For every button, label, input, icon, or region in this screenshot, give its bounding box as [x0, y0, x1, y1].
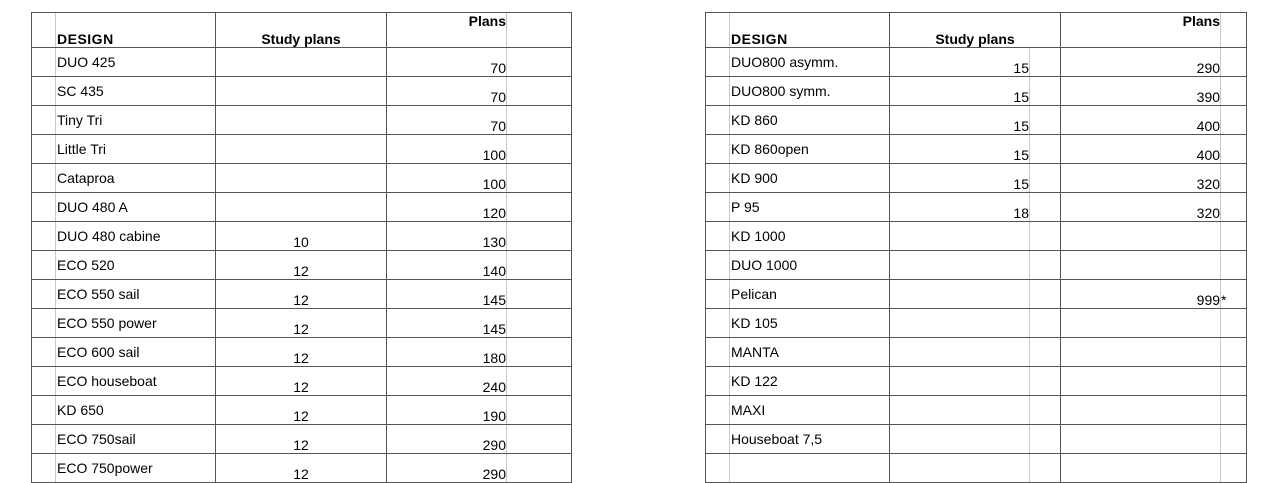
spacer-cell: [1030, 164, 1061, 193]
row-gutter: [32, 13, 56, 48]
row-gutter: [32, 309, 56, 338]
row-gutter: [32, 222, 56, 251]
plans-cell: 100: [387, 135, 507, 164]
plans-cell: 290: [387, 454, 507, 483]
plans-cell: [1061, 396, 1221, 425]
design-cell: ECO 750sail: [56, 425, 216, 454]
design-cell: Tiny Tri: [56, 106, 216, 135]
design-cell: KD 860open: [730, 135, 890, 164]
note-cell: [507, 338, 572, 367]
study-plans-cell: [890, 454, 1030, 483]
table-row: [706, 367, 1247, 396]
study-plans-cell: 12: [216, 425, 387, 454]
design-header: DESIGN: [56, 13, 216, 48]
table-row: [32, 367, 572, 396]
study-plans-cell: 12: [216, 367, 387, 396]
study-plans-cell: 12: [216, 454, 387, 483]
note-cell: [507, 309, 572, 338]
table-row: [706, 454, 1247, 483]
plans-cell: 140: [387, 251, 507, 280]
design-cell: ECO 550 power: [56, 309, 216, 338]
plans-cell: [1061, 309, 1221, 338]
plans-cell: 120: [387, 193, 507, 222]
note-cell: [1221, 48, 1247, 77]
row-gutter: [706, 425, 730, 454]
plans-cell: [1061, 251, 1221, 280]
note-cell: [1221, 106, 1247, 135]
table-row: [706, 135, 1247, 164]
note-cell: [507, 193, 572, 222]
study-plans-cell: 15: [890, 106, 1030, 135]
note-cell: [1221, 251, 1247, 280]
spacer-cell: [1030, 454, 1061, 483]
row-gutter: [32, 193, 56, 222]
table-row: [706, 106, 1247, 135]
table-row: [32, 164, 572, 193]
design-cell: ECO houseboat: [56, 367, 216, 396]
note-cell: [507, 164, 572, 193]
plans-header: Plans: [387, 13, 507, 48]
study-plans-cell: 12: [216, 280, 387, 309]
row-gutter: [706, 309, 730, 338]
study-plans-cell: [216, 164, 387, 193]
row-gutter: [706, 454, 730, 483]
study-plans-cell: [890, 396, 1030, 425]
design-cell: KD 122: [730, 367, 890, 396]
design-cell: DUO 1000: [730, 251, 890, 280]
row-gutter: [32, 425, 56, 454]
row-gutter: [706, 367, 730, 396]
note-cell: [507, 251, 572, 280]
study-plans-header: Study plans: [890, 13, 1061, 48]
plans-cell: 400: [1061, 106, 1221, 135]
row-gutter: [32, 338, 56, 367]
plans-cell: [1061, 338, 1221, 367]
spacer-cell: [1030, 425, 1061, 454]
note-cell: *: [1221, 280, 1247, 309]
table-row: [32, 338, 572, 367]
note-cell: [507, 454, 572, 483]
design-cell: MAXI: [730, 396, 890, 425]
table-row: [706, 222, 1247, 251]
spacer-cell: [1030, 367, 1061, 396]
note-cell: [507, 77, 572, 106]
plans-cell: 320: [1061, 164, 1221, 193]
note-cell: [1221, 135, 1247, 164]
row-gutter: [32, 251, 56, 280]
study-plans-cell: 12: [216, 309, 387, 338]
plans-cell: [1061, 425, 1221, 454]
spacer-cell: [1030, 309, 1061, 338]
study-plans-cell: [890, 425, 1030, 454]
table-row: [32, 193, 572, 222]
plans-cell: 100: [387, 164, 507, 193]
row-gutter: [706, 135, 730, 164]
row-gutter: [706, 106, 730, 135]
spacer-cell: [1030, 251, 1061, 280]
study-plans-cell: 12: [216, 396, 387, 425]
table-row: [32, 396, 572, 425]
study-plans-header: Study plans: [216, 13, 387, 48]
table-row: [32, 251, 572, 280]
note-cell: [507, 425, 572, 454]
table-row: [706, 396, 1247, 425]
row-gutter: [32, 106, 56, 135]
plans-header: Plans: [1061, 13, 1221, 48]
study-plans-cell: 10: [216, 222, 387, 251]
row-gutter: [706, 193, 730, 222]
study-plans-cell: 15: [890, 164, 1030, 193]
table-row: [706, 48, 1247, 77]
design-header: DESIGN: [730, 13, 890, 48]
design-cell: Pelican: [730, 280, 890, 309]
table-row: [32, 135, 572, 164]
note-cell: [1221, 338, 1247, 367]
design-cell: [730, 454, 890, 483]
row-gutter: [32, 367, 56, 396]
design-cell: Little Tri: [56, 135, 216, 164]
design-cell: DUO 480 cabine: [56, 222, 216, 251]
note-cell: [507, 106, 572, 135]
row-gutter: [32, 77, 56, 106]
spacer-cell: [1030, 396, 1061, 425]
plans-cell: 145: [387, 309, 507, 338]
table-row: [32, 222, 572, 251]
design-cell: DUO800 asymm.: [730, 48, 890, 77]
study-plans-cell: [216, 135, 387, 164]
table-row: [32, 309, 572, 338]
study-plans-cell: [216, 48, 387, 77]
design-cell: P 95: [730, 193, 890, 222]
table-row: [32, 106, 572, 135]
design-cell: ECO 550 sail: [56, 280, 216, 309]
study-plans-cell: [890, 367, 1030, 396]
design-cell: KD 900: [730, 164, 890, 193]
header-row: [32, 13, 572, 48]
note-cell: [507, 367, 572, 396]
note-cell: [1221, 77, 1247, 106]
note-cell: [1221, 396, 1247, 425]
spacer-cell: [1030, 106, 1061, 135]
note-cell: [507, 135, 572, 164]
row-gutter: [706, 77, 730, 106]
table-row: [706, 77, 1247, 106]
note-cell: [1221, 425, 1247, 454]
table-row: [32, 280, 572, 309]
table-row: [706, 193, 1247, 222]
plans-cell: 290: [387, 425, 507, 454]
spacer-cell: [1030, 338, 1061, 367]
plans-cell: 190: [387, 396, 507, 425]
table-row: [706, 338, 1247, 367]
row-gutter: [706, 13, 730, 48]
spacer-cell: [1030, 280, 1061, 309]
note-cell: [507, 48, 572, 77]
design-cell: DUO 480 A: [56, 193, 216, 222]
study-plans-cell: 15: [890, 135, 1030, 164]
note-cell: [1221, 164, 1247, 193]
table-row: [706, 251, 1247, 280]
table-row: [32, 425, 572, 454]
row-gutter: [32, 164, 56, 193]
row-gutter: [32, 396, 56, 425]
design-cell: KD 1000: [730, 222, 890, 251]
plans-cell: 240: [387, 367, 507, 396]
plans-cell: 290: [1061, 48, 1221, 77]
study-plans-cell: [890, 338, 1030, 367]
plans-cell: [1061, 222, 1221, 251]
row-gutter: [706, 222, 730, 251]
note-cell: [1221, 309, 1247, 338]
study-plans-cell: 12: [216, 251, 387, 280]
plans-cell: 145: [387, 280, 507, 309]
plans-cell: [1061, 454, 1221, 483]
note-cell: [507, 396, 572, 425]
row-gutter: [706, 338, 730, 367]
design-cell: SC 435: [56, 77, 216, 106]
design-cell: KD 860: [730, 106, 890, 135]
plans-cell: 320: [1061, 193, 1221, 222]
design-cell: DUO800 symm.: [730, 77, 890, 106]
note-cell: [507, 222, 572, 251]
spacer-cell: [1030, 135, 1061, 164]
row-gutter: [32, 135, 56, 164]
note-cell: [507, 13, 572, 48]
note-cell: [1221, 13, 1247, 48]
row-gutter: [706, 280, 730, 309]
plans-cell: 999: [1061, 280, 1221, 309]
study-plans-cell: 15: [890, 77, 1030, 106]
spacer-cell: [1030, 222, 1061, 251]
row-gutter: [706, 396, 730, 425]
plans-cell: 400: [1061, 135, 1221, 164]
design-cell: Cataproa: [56, 164, 216, 193]
design-cell: MANTA: [730, 338, 890, 367]
left-price-table: [31, 12, 572, 483]
table-row: [32, 77, 572, 106]
study-plans-cell: [216, 193, 387, 222]
plans-cell: 70: [387, 48, 507, 77]
table-row: [706, 164, 1247, 193]
plans-cell: [1061, 367, 1221, 396]
right-price-table: [705, 12, 1247, 483]
study-plans-cell: [890, 280, 1030, 309]
note-cell: [1221, 367, 1247, 396]
design-cell: DUO 425: [56, 48, 216, 77]
study-plans-cell: [890, 251, 1030, 280]
row-gutter: [706, 164, 730, 193]
study-plans-cell: [890, 222, 1030, 251]
table-row: [32, 454, 572, 483]
spacer-cell: [1030, 77, 1061, 106]
design-cell: ECO 750power: [56, 454, 216, 483]
note-cell: [1221, 454, 1247, 483]
plans-cell: 390: [1061, 77, 1221, 106]
plans-cell: 70: [387, 77, 507, 106]
plans-cell: 70: [387, 106, 507, 135]
note-cell: [1221, 193, 1247, 222]
design-cell: KD 650: [56, 396, 216, 425]
note-cell: [507, 280, 572, 309]
row-gutter: [32, 454, 56, 483]
study-plans-cell: [216, 106, 387, 135]
note-cell: [1221, 222, 1247, 251]
study-plans-cell: 12: [216, 338, 387, 367]
study-plans-cell: 15: [890, 48, 1030, 77]
plans-cell: 180: [387, 338, 507, 367]
spacer-cell: [1030, 193, 1061, 222]
row-gutter: [32, 48, 56, 77]
plans-cell: 130: [387, 222, 507, 251]
study-plans-cell: 18: [890, 193, 1030, 222]
design-cell: Houseboat 7,5: [730, 425, 890, 454]
study-plans-cell: [890, 309, 1030, 338]
row-gutter: [32, 280, 56, 309]
table-row: [706, 280, 1247, 309]
design-cell: ECO 520: [56, 251, 216, 280]
row-gutter: [706, 48, 730, 77]
table-row: [706, 309, 1247, 338]
spacer-cell: [1030, 48, 1061, 77]
design-cell: KD 105: [730, 309, 890, 338]
table-row: [32, 48, 572, 77]
header-row: [706, 13, 1247, 48]
row-gutter: [706, 251, 730, 280]
table-row: [706, 425, 1247, 454]
design-cell: ECO 600 sail: [56, 338, 216, 367]
study-plans-cell: [216, 77, 387, 106]
